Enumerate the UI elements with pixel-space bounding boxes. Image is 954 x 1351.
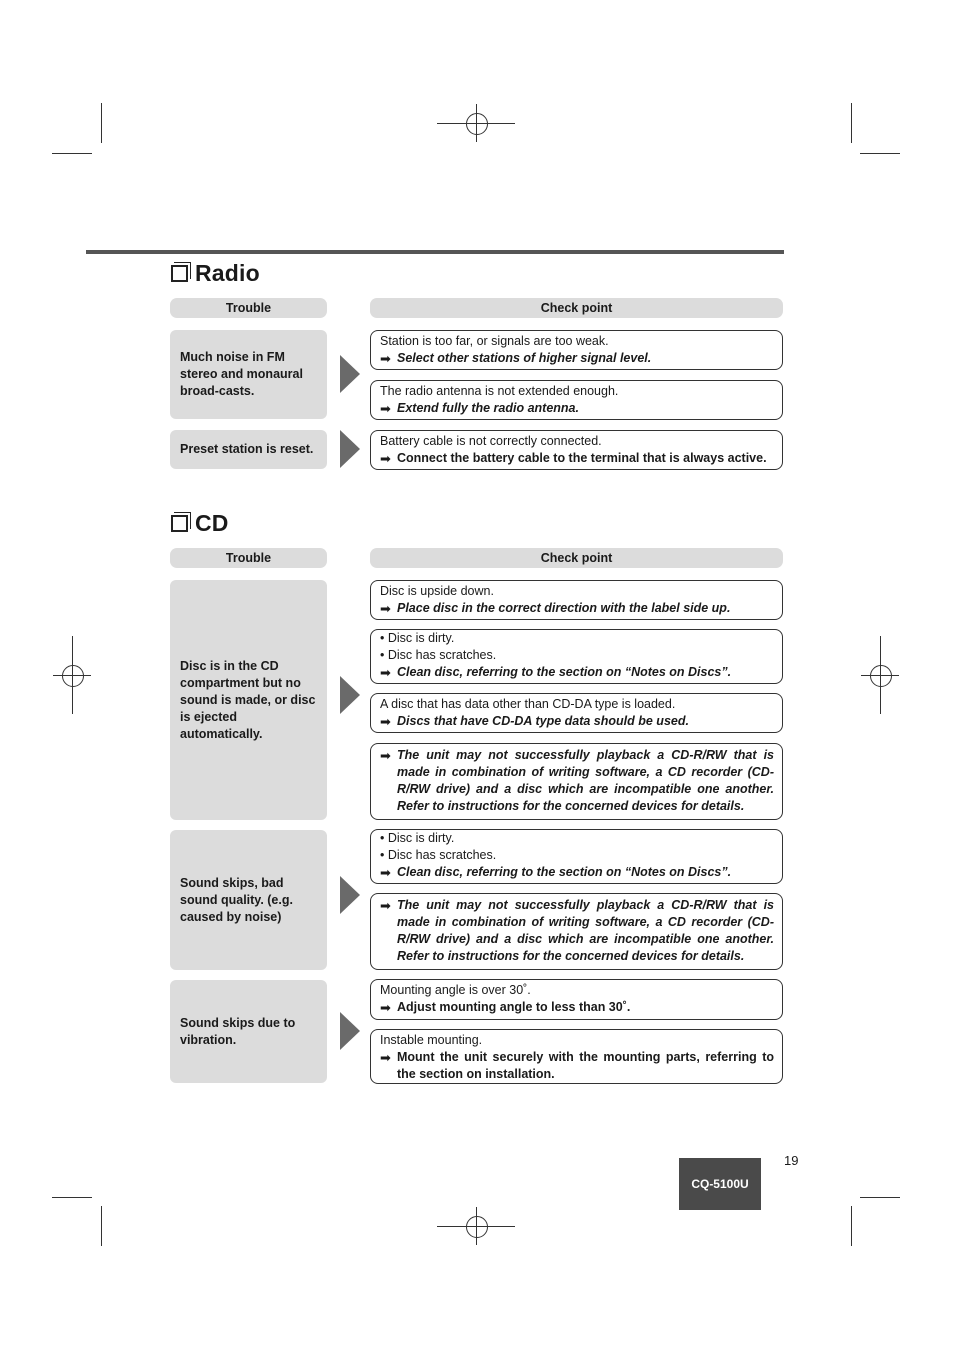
action-text: Discs that have CD-DA type data should be used. [397,714,689,728]
condition-text: • Disc has scratches. [380,648,497,662]
check-point-box [370,330,783,370]
check-point-box [370,1029,783,1084]
registration-circle [466,113,488,135]
trouble-cell [170,430,327,469]
arrow-icon: ➡ [380,748,391,763]
action-line [380,864,774,881]
action-line [380,999,774,1016]
action-line [380,897,774,965]
action-text: Clean disc, referring to the section on “Notes on Discs”. [397,865,732,879]
condition-text: • Disc is dirty. [380,831,455,845]
crop-mark [851,103,852,143]
trouble-cell [170,330,327,419]
condition-text: Station is too far, or signals are too weak. [380,334,609,348]
action-line [380,664,774,681]
check-point-header: Check point [370,298,783,318]
registration-circle [62,665,84,687]
arrow-right-icon [340,355,360,393]
action-line [380,450,774,467]
crop-mark [860,153,900,154]
check-point-header: Check point [370,548,783,568]
action-line [380,400,774,417]
trouble-cell [170,980,327,1083]
trouble-text: Sound skips, bad sound quality. (e.g. caused by noise) [180,875,293,924]
arrow-icon: ➡ [380,898,391,913]
crop-mark [860,1197,900,1198]
condition-text: Mounting angle is over 30˚. [380,983,531,997]
action-text: Adjust mounting angle to less than 30˚. [397,1000,631,1014]
condition-text: The radio antenna is not extended enough. [380,384,619,398]
arrow-icon: ➡ [380,451,391,466]
check-point-box [370,430,783,470]
action-line [380,600,774,617]
check-point-box [370,743,783,820]
check-point-box [370,893,783,970]
crop-mark [52,153,92,154]
action-text: Connect the battery cable to the terminal that is always active. [397,451,767,465]
trouble-text: Disc is in the CD compartment but no sound is made, or disc is ejected automatically. [180,658,316,741]
action-line [380,747,774,815]
model-badge: CQ-5100U [679,1158,761,1210]
arrow-right-icon [340,676,360,714]
arrow-icon: ➡ [380,351,391,366]
section-rule [86,250,784,254]
trouble-text: Much noise in FM stereo and monaural broad-casts. [180,350,303,398]
action-line [380,1049,774,1083]
condition-text: • Disc is dirty. [380,631,455,645]
arrow-right-icon [340,876,360,914]
action-text: Clean disc, referring to the section on “Notes on Discs”. [397,665,732,679]
condition-text: Disc is upside down. [380,584,494,598]
trouble-header: Trouble [170,298,327,318]
registration-circle [870,665,892,687]
crop-mark [101,1206,102,1246]
arrow-right-icon [340,430,360,468]
condition-text: Battery cable is not correctly connected. [380,434,602,448]
action-text: Mount the unit securely with the mounting parts, referring to the section on installation. [397,1050,774,1081]
section-title-text: CD [195,510,229,536]
action-text: The unit may not successfully playback a CD-R/RW that is made in combination of writing software, a CD recorder (CD-R/RW drive) and a disc which are incompatible one another. Refer to instructions for the concerned devices for details. [397,748,774,813]
check-point-box [370,380,783,420]
arrow-icon: ➡ [380,665,391,680]
check-point-box [370,693,783,733]
checkbox-icon [171,515,188,532]
crop-mark [101,103,102,143]
action-text: Place disc in the correct direction with the label side up. [397,601,731,615]
arrow-right-icon [340,1012,360,1050]
condition-text: • Disc has scratches. [380,848,497,862]
trouble-cell [170,580,327,820]
action-line [380,350,774,367]
trouble-header: Trouble [170,548,327,568]
registration-circle [466,1216,488,1238]
action-text: Select other stations of higher signal level. [397,351,652,365]
arrow-icon: ➡ [380,401,391,416]
action-text: Extend fully the radio antenna. [397,401,579,415]
condition-text: A disc that has data other than CD-DA type is loaded. [380,697,676,711]
arrow-icon: ➡ [380,865,391,880]
arrow-icon: ➡ [380,601,391,616]
action-line [380,713,774,730]
page-number: 19 [784,1153,799,1168]
crop-mark [52,1197,92,1198]
section-title-radio [171,260,260,287]
check-point-box [370,829,783,884]
section-title-text: Radio [195,260,260,286]
check-point-box [370,979,783,1020]
checkbox-icon [171,265,188,282]
action-text: The unit may not successfully playback a CD-R/RW that is made in combination of writing software, a CD recorder (CD-R/RW drive) and a disc which are incompatible one another. Refer to instructions for the concerned devices for details. [397,898,774,963]
trouble-cell [170,830,327,970]
arrow-icon: ➡ [380,1000,391,1015]
arrow-icon: ➡ [380,1050,391,1065]
trouble-text: Preset station is reset. [180,442,314,456]
check-point-box [370,629,783,684]
crop-mark [851,1206,852,1246]
trouble-text: Sound skips due to vibration. [180,1015,296,1047]
condition-text: Instable mounting. [380,1033,483,1047]
section-title-cd [171,510,229,537]
check-point-box [370,580,783,620]
arrow-icon: ➡ [380,714,391,729]
